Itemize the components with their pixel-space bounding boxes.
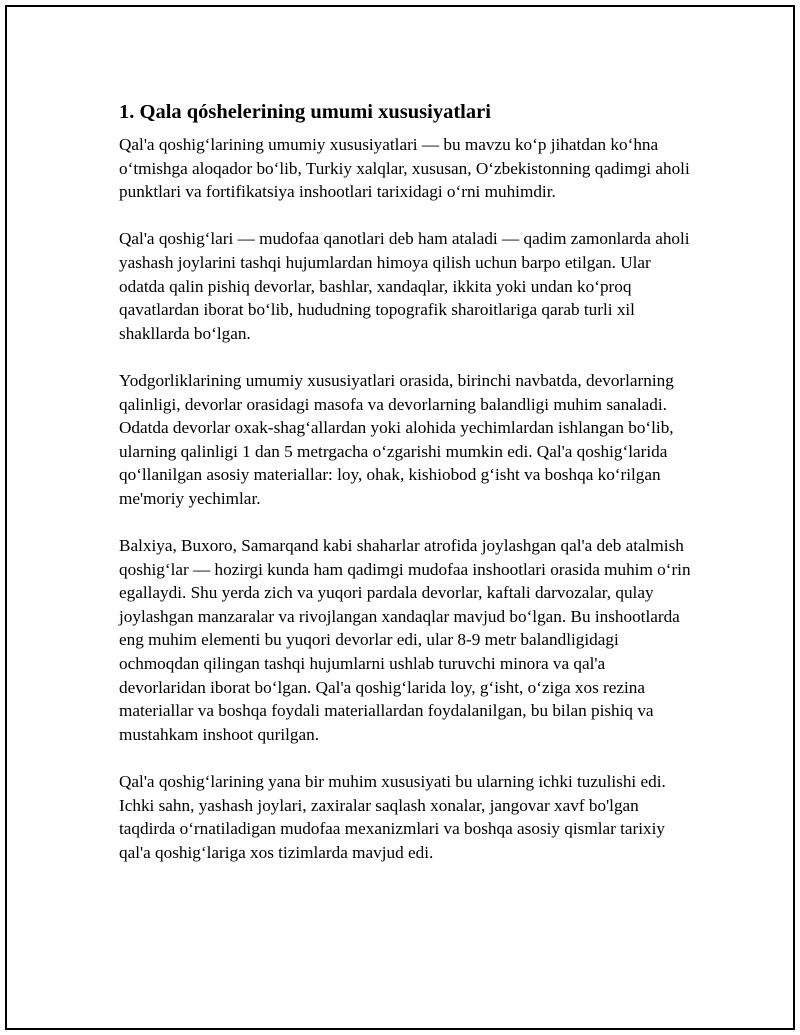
paragraph-2: Qal'a qoshig‘lari — mudofaa qanotlari deb ham ataladi — qadim zamonlarda aholi yashash joylarini tashqi hujumlardan himoya qilish uchun barpo etilgan. Ular odatda qalin pishiq devorlar, bashlar, xandaqlar, ikkita yoki undan ko‘proq qavatlardan iborat bo‘lib, hududning topografik sharoitlariga qarab turli xil shakllarda bo‘lgan. (119, 229, 690, 343)
paragraph-4: Balxiya, Buxoro, Samarqand kabi shaharlar atrofida joylashgan qal'a deb atalmish qoshig‘lar — hozirgi kunda ham qadimgi mudofaa inshootlari orasida muhim o‘rin egallaydi. Shu yerda zich va yuqori pardala devorlar, kaftali darvozalar, qulay joylashgan manzaralar va rivojlangan xandaqlar mavjud bo‘lgan. Bu inshootlarda eng muhim elementi bu yuqori devorlar edi, ular 8-9 metr balandligidagi ochmoqdan qilingan tashqi hujumlarni ushlab turuvchi minora va qal'a devorlaridan iborat bo‘lgan. Qal'a qoshig‘larida loy, g‘isht, o‘ziga xos rezina materiallar va boshqa foydali materiallardan foydalanilgan, bu bilan pishiq va mustahkam inshoot qurilgan. (119, 536, 691, 744)
paragraph-1: Qal'a qoshig‘larining umumiy xususiyatlari — bu mavzu ko‘p jihatdan ko‘hna o‘tmishga aloqador bo‘lib, Turkiy xalqlar, xususan, O‘zbekistonning qadimgi aholi punktlari va fortifikatsiya inshootlari tarixidagi o‘rni muhimdir. (119, 135, 690, 202)
paragraph-5: Qal'a qoshig‘larining yana bir muhim xususiyati bu ularning ichki tuzulishi edi. Ichki sahn, yashash joylari, zaxiralar saqlash xonalar, jangovar xavf bo'lgan taqdirda o‘rnatiladigan mudofaa mexanizmlari va boshqa asosiy qismlar tarixiy qal'a qoshig‘lariga xos tizimlarda mavjud edi. (119, 772, 666, 862)
document-body (119, 99, 691, 864)
section-heading: 1. Qala qóshelerining umumi xususiyatlari (119, 101, 491, 123)
page-frame (5, 5, 795, 1030)
paragraph-3: Yodgorliklarining umumiy xususiyatlari orasida, birinchi navbatda, devorlarning qalinligi, devorlar orasidagi masofa va devorlarning balandligi muhim sanaladi. Odatda devorlar oxak-shag‘allardan yoki alohida yechimlardan ishlangan bo‘lib, ularning qalinligi 1 dan 5 metrgacha o‘zgarishi mumkin edi. Qal'a qoshig‘larida qo‘llanilgan asosiy materiallar: loy, ohak, kishiobod g‘isht va boshqa ko‘rilgan me'moriy yechimlar. (119, 370, 674, 508)
